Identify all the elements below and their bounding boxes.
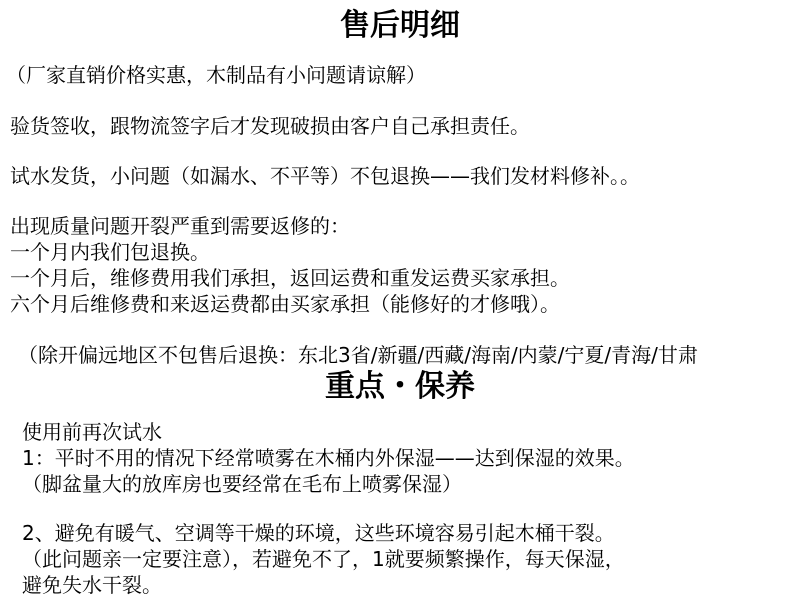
- tip-2-line-2: （此问题亲一定要注意），若避免不了，1就要频繁操作，每天保湿，: [22, 547, 625, 571]
- page-title: 售后明细: [340, 8, 460, 43]
- water-test-paragraph: 试水发货，小问题（如漏水、不平等）不包退换——我们发材料修补。。: [10, 164, 640, 188]
- tip-2-line-3: 避免失水干裂。: [22, 573, 162, 597]
- after-one-month-policy: 一个月后，维修费用我们承担，返回运费和重发运费买家承担。: [10, 266, 570, 290]
- after-six-months-policy: 六个月后维修费和来返运费都由买家承担（能修好的才修哦）。: [10, 292, 560, 316]
- within-one-month-policy: 一个月内我们包退换。: [10, 240, 210, 264]
- tip-1-line-1: 1：平时不用的情况下经常喷雾在木桶内外保湿——达到保湿的效果。: [22, 446, 635, 470]
- quality-issue-header: 出现质量问题开裂严重到需要返修的：: [10, 214, 350, 238]
- maintenance-section-title: 重点・保养: [325, 369, 475, 404]
- inspection-paragraph: 验货签收，跟物流签字后才发现破损由客户自己承担责任。: [10, 114, 530, 138]
- tip-2-line-1: 2、避免有暖气、空调等干燥的环境，这些环境容易引起木桶干裂。: [22, 521, 615, 545]
- remote-areas-note: （除开偏远地区不包售后退换：东北3省/新疆/西藏/海南/内蒙/宁夏/青海/甘肃: [18, 343, 698, 367]
- before-use-note: 使用前再次试水: [22, 420, 162, 444]
- factory-direct-note: （厂家直销价格实惠，木制品有小问题请谅解）: [6, 63, 426, 87]
- tip-1-line-2: （脚盆量大的放库房也要经常在毛布上喷雾保湿）: [22, 472, 462, 496]
